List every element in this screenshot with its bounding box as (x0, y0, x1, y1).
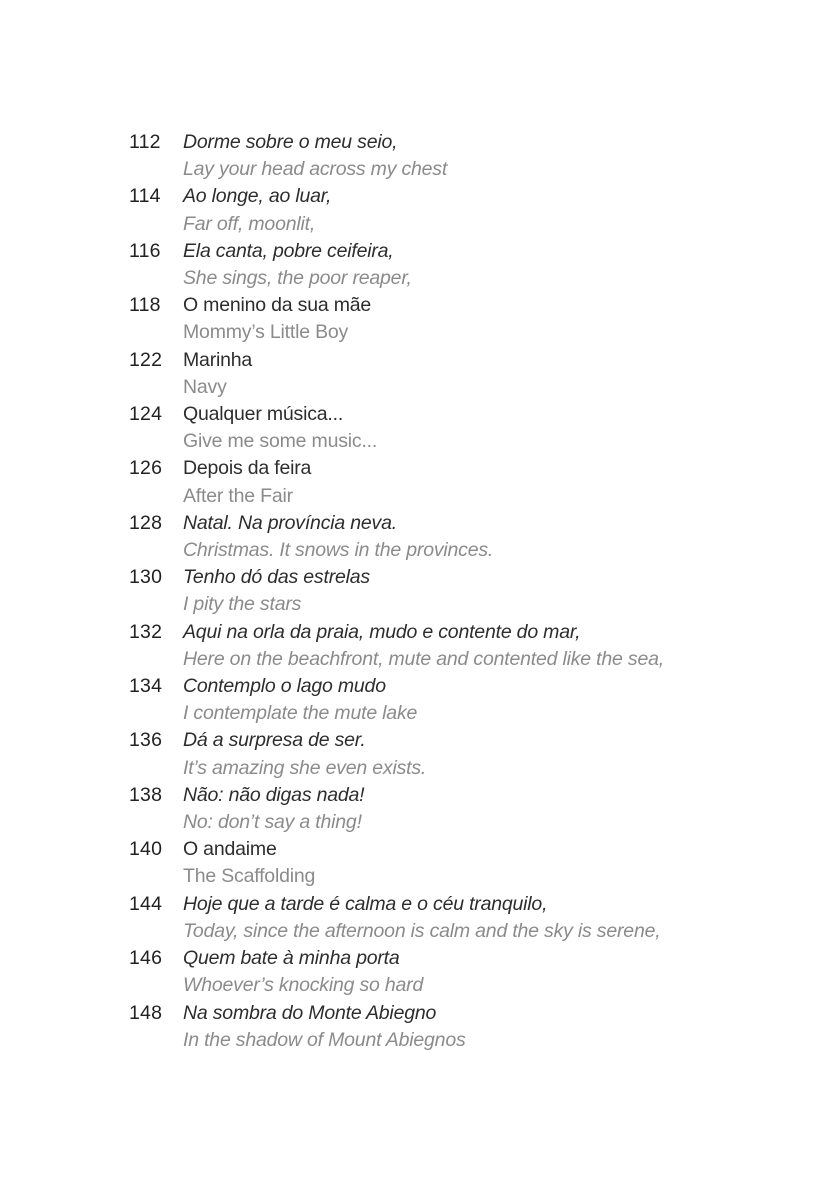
poem-translation: After the Fair (183, 484, 293, 507)
poem-lines (183, 564, 709, 618)
page-number: 140 (129, 838, 163, 861)
page-number: 146 (129, 947, 163, 970)
poem-title: Não: não digas nada! (183, 783, 365, 806)
poem-translation: I pity the stars (183, 593, 302, 616)
toc-entry (129, 727, 709, 781)
poem-title: Dá a surpresa de ser. (183, 729, 366, 752)
poem-lines (183, 891, 709, 945)
page-number: 126 (129, 457, 163, 480)
toc-entry (129, 401, 709, 455)
poem-title: O andaime (183, 838, 277, 861)
toc-entry (129, 1000, 709, 1054)
page-number: 138 (129, 783, 163, 806)
poem-title: Ela canta, pobre ceifeira, (183, 239, 394, 262)
poem-translation: Far off, moonlit, (183, 212, 316, 235)
toc-entry (129, 129, 709, 183)
poem-title: Na sombra do Monte Abiegno (183, 1001, 437, 1024)
poem-translation: She sings, the poor reaper, (183, 267, 412, 290)
table-of-contents (129, 129, 709, 1054)
toc-entry (129, 619, 709, 673)
toc-entry (129, 782, 709, 836)
poem-lines (183, 292, 709, 346)
poem-title: Hoje que a tarde é calma e o céu tranquilo, (183, 892, 548, 915)
poem-lines (183, 183, 709, 237)
page-number: 134 (129, 675, 163, 698)
poem-title: Qualquer música... (183, 403, 344, 426)
poem-translation: Here on the beachfront, mute and contented like the sea, (183, 647, 664, 670)
poem-title: Marinha (183, 348, 253, 371)
poem-translation: Whoever’s knocking so hard (183, 974, 424, 997)
poem-title: Tenho dó das estrelas (183, 566, 370, 589)
poem-lines (183, 129, 709, 183)
poem-lines (183, 727, 709, 781)
toc-entry (129, 238, 709, 292)
toc-entry (129, 891, 709, 945)
poem-translation: No: don’t say a thing! (183, 811, 362, 834)
page-number: 118 (129, 294, 161, 317)
toc-entry (129, 564, 709, 618)
page-number: 122 (129, 348, 163, 371)
poem-translation: It’s amazing she even exists. (183, 756, 427, 779)
page-number: 132 (129, 620, 163, 643)
poem-translation: Lay your head across my chest (183, 158, 448, 181)
toc-entry (129, 673, 709, 727)
page-number: 116 (129, 239, 161, 262)
poem-lines (183, 836, 709, 890)
poem-lines (183, 782, 709, 836)
poem-title: Natal. Na província neva. (183, 511, 397, 534)
poem-lines (183, 347, 709, 401)
page-number: 114 (129, 185, 161, 208)
poem-translation: Mommy’s Little Boy (183, 321, 349, 344)
poem-lines (183, 673, 709, 727)
poem-lines (183, 945, 709, 999)
poem-lines (183, 510, 709, 564)
page-number: 136 (129, 729, 163, 752)
poem-translation: I contemplate the mute lake (183, 702, 418, 725)
poem-translation: Today, since the afternoon is calm and the sky is serene, (183, 919, 661, 942)
poem-translation: The Scaffolding (183, 865, 316, 888)
toc-entry (129, 347, 709, 401)
poem-title: Quem bate à minha porta (183, 947, 400, 970)
page-number: 128 (129, 511, 163, 534)
poem-title: Depois da feira (183, 457, 312, 480)
poem-lines (183, 238, 709, 292)
toc-entry (129, 945, 709, 999)
poem-title: Ao longe, ao luar, (183, 185, 332, 208)
poem-lines (183, 619, 709, 673)
page-number: 144 (129, 892, 163, 915)
poem-translation: Christmas. It snows in the provinces. (183, 539, 494, 562)
page-number: 112 (129, 131, 161, 153)
poem-translation: Navy (183, 375, 227, 398)
toc-entry (129, 183, 709, 237)
poem-lines (183, 1000, 709, 1054)
page-number: 124 (129, 403, 163, 426)
poem-title: O menino da sua mãe (183, 294, 372, 317)
poem-title: Dorme sobre o meu seio, (183, 131, 398, 153)
poem-title: Contemplo o lago mudo (183, 675, 386, 698)
toc-entry (129, 836, 709, 890)
page-number: 130 (129, 566, 163, 589)
poem-translation: In the shadow of Mount Abiegnos (183, 1028, 466, 1051)
poem-title: Aqui na orla da praia, mudo e contente do mar, (183, 620, 581, 643)
poem-translation: Give me some music... (183, 430, 378, 453)
toc-entry (129, 292, 709, 346)
poem-lines (183, 455, 709, 509)
toc-entry (129, 455, 709, 509)
poem-lines (183, 401, 709, 455)
page-number: 148 (129, 1001, 163, 1024)
toc-entry (129, 510, 709, 564)
